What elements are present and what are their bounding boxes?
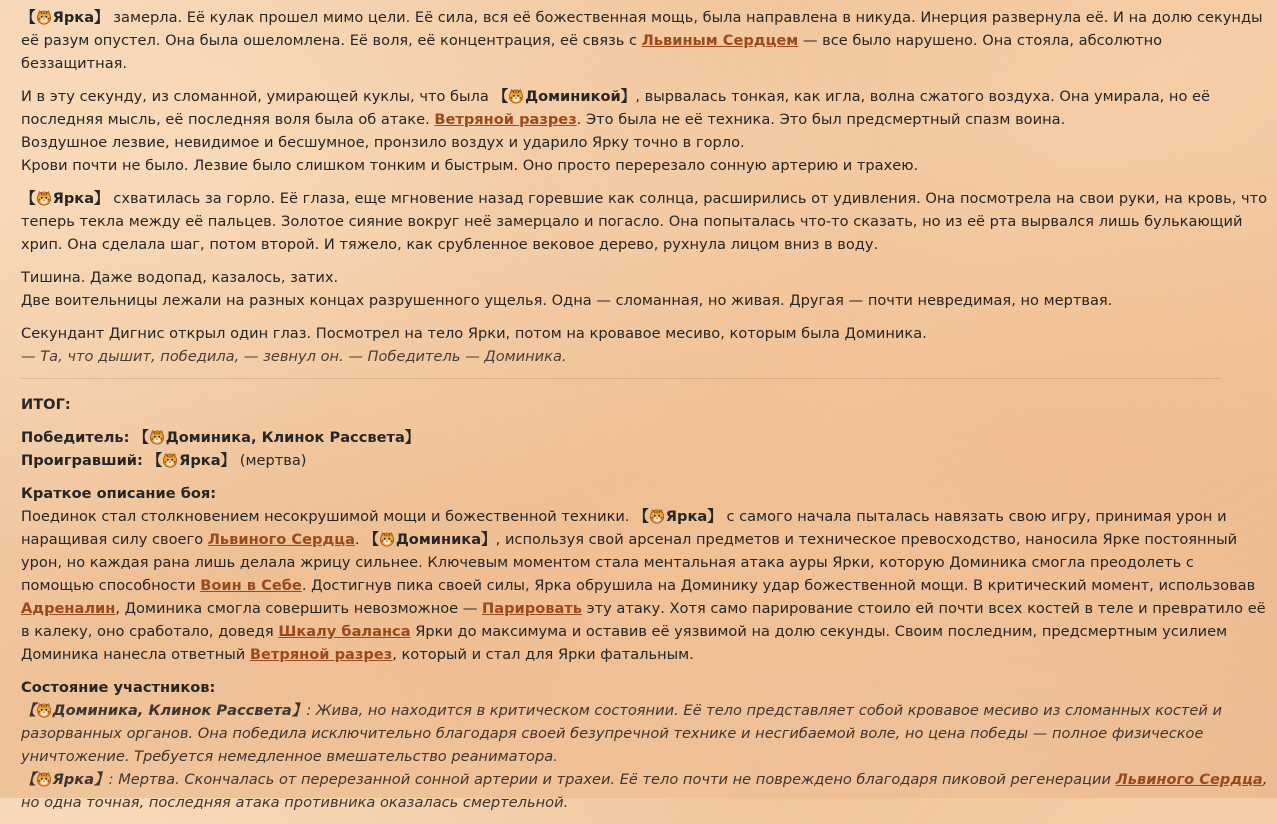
paragraph: 【 Ярка】 замерла. Её кулак прошел мимо цели. Её сила, вся её божественная мощь, была направлена в никуда. Инерция развернула её. И на долю секунды её разум опустел. Она была ошеломлена. Её воля, её концентрация, её связь с Львиным Сердцем — все было нарушено. Она стояла, абсолютно беззащитная.: [21, 9, 1263, 72]
tiger-face-icon: [36, 771, 52, 787]
skill-link-wind-cut[interactable]: Ветряной разрез: [249, 646, 393, 663]
divider: [21, 378, 1221, 379]
paragraph: Тишина. Даже водопад, казалось, затих. Две воительницы лежали на разных концах разрушенного ущелья. Одна — сломанная, но живая. Другая — почти невредимая, но мертвая.: [21, 269, 1113, 309]
character-tag-dominika[interactable]: 【 Доминикой】: [493, 88, 636, 105]
character-tag-yarka[interactable]: 【 Ярка】: [21, 9, 109, 26]
quote: — Та, что дышит, победила, — зевнул он. — Победитель — Доминика.: [21, 348, 567, 365]
skill-link-lion-heart[interactable]: Львиным Сердцем: [641, 32, 799, 49]
tiger-face-icon: [36, 702, 52, 718]
tiger-face-icon: [36, 9, 52, 25]
character-tag-dominika[interactable]: 【 Доминика】: [364, 531, 496, 548]
state-yarka: 【 Ярка】: Мертва. Скончалась от перерезанной сонной артерии и трахеи. Её тело почти не повреждено благодаря пиковой регенерации Львиного Сердца, но одна точная, последняя атака противника оказалась смертельной.: [21, 771, 1268, 811]
fight-title: Краткое описание боя:: [21, 485, 217, 502]
tiger-face-icon: [379, 531, 395, 547]
skill-link-warrior-within[interactable]: Воин в Себе: [200, 577, 302, 594]
tiger-face-icon: [162, 452, 178, 468]
loser-label: Проигравший:: [21, 452, 143, 469]
skill-link-lion-heart[interactable]: Львиного Сердца: [207, 531, 355, 548]
story-content: [21, 6, 1271, 824]
character-tag-yarka[interactable]: 【 Ярка】: [21, 771, 109, 788]
result-block: [21, 426, 1271, 472]
character-tag-dominika-full[interactable]: 【 Доминика, Клинок Рассвета】: [21, 702, 307, 719]
skill-link-lion-heart[interactable]: Львиного Сердца: [1115, 771, 1263, 788]
skill-link-adrenaline[interactable]: Адреналин: [21, 600, 116, 617]
tiger-face-icon: [36, 190, 52, 206]
participants-state: [21, 676, 1271, 814]
character-tag-dominika-full[interactable]: 【 Доминика, Клинок Рассвета】: [134, 429, 420, 446]
character-tag-yarka[interactable]: 【 Ярка】: [147, 452, 236, 469]
tiger-face-icon: [649, 508, 665, 524]
summary-title: ИТОГ:: [21, 396, 71, 413]
tiger-face-icon: [508, 88, 524, 104]
paragraph: Секундант Дигнис открыл один глаз. Посмотрел на тело Ярки, потом на кровавое месиво, которым была Доминика. — Та, что дышит, победила, — зевнул он. — Победитель — Доминика.: [21, 325, 927, 365]
paragraph: 【 Ярка】 схватилась за горло. Её глаза, еще мгновение назад горевшие как солнца, расширились от удивления. Она посмотрела на свои руки, на кровь, что теперь текла между её пальцев. Золотое сияние вокруг неё замерцало и погасло. Она попыталась что-то сказать, но из её рта вырвался лишь булькающий хрип. Она сделала шаг, потом второй. И тяжело, как срубленное вековое дерево, рухнула лицом вниз в воду.: [21, 190, 1268, 253]
loser-note: (мертва): [239, 452, 307, 469]
character-tag-yarka[interactable]: 【 Ярка】: [21, 190, 109, 207]
winner-label: Победитель:: [21, 429, 130, 446]
skill-link-parry[interactable]: Парировать: [482, 600, 582, 617]
paragraph: И в эту секунду, из сломанной, умирающей куклы, что была 【 Доминикой】, вырвалась тонкая, как игла, волна сжатого воздуха. Она умирала, но её последняя мысль, её последняя воля была об атаке. Ветряной разрез. Это была не её техника. Это был предсмертный спазм воина. Воздушное лезвие, невидимое и бесшумное, пронзило воздух и ударило Ярку точно в горло. Крови почти не было. Лезвие было слишком тонким и быстрым. Оно просто перерезало сонную артерию и трахею.: [21, 88, 1210, 174]
state-title: Состояние участников:: [21, 679, 216, 696]
character-tag-yarka[interactable]: 【 Ярка】: [634, 508, 722, 525]
state-dominika: 【 Доминика, Клинок Рассвета】: Жива, но находится в критическом состоянии. Её тело представляет собой кровавое месиво из сломанных костей и разорванных органов. Она победила исключительно благодаря своей безупречной технике и несгибаемой воле, но цена победы — полное физическое уничтожение. Требуется немедленное вмешательство реаниматора.: [21, 702, 1222, 765]
skill-link-balance-scale[interactable]: Шкалу баланса: [278, 623, 411, 640]
fight-description: Краткое описание боя: Поединок стал столкновением несокрушимой мощи и божественной техники. 【 Ярка】 с самого начала пыталась навязать свою игру, принимая урон и наращивая силу своего Львиного Сердца. 【 Доминика】, используя свой арсенал предметов и техническое превосходство, наносила Ярке постоянный урон, но каждая рана лишь делала жрицу сильнее. Ключевым моментом стала ментальная атака ауры Ярки, которую Доминика смогла преодолеть с помощью способности Воин в Себе. Достигнув пика своей силы, Ярка обрушила на Доминику удар божественной мощи. В критический момент, использовав Адреналин, Доминика смогла совершить невозможное — Парировать эту атаку. Хотя само парирование стоило ей почти всех костей в теле и превратило её в калеку, оно сработало, доведя Шкалу баланса Ярки до максимума и оставив её уязвимой на долю секунды. Своим последним, предсмертным усилием Доминика нанесла ответный Ветряной разрез, который и стал для Ярки фатальным.: [21, 485, 1266, 663]
tiger-face-icon: [149, 429, 165, 445]
skill-link-wind-cut[interactable]: Ветряной разрез: [434, 111, 577, 128]
